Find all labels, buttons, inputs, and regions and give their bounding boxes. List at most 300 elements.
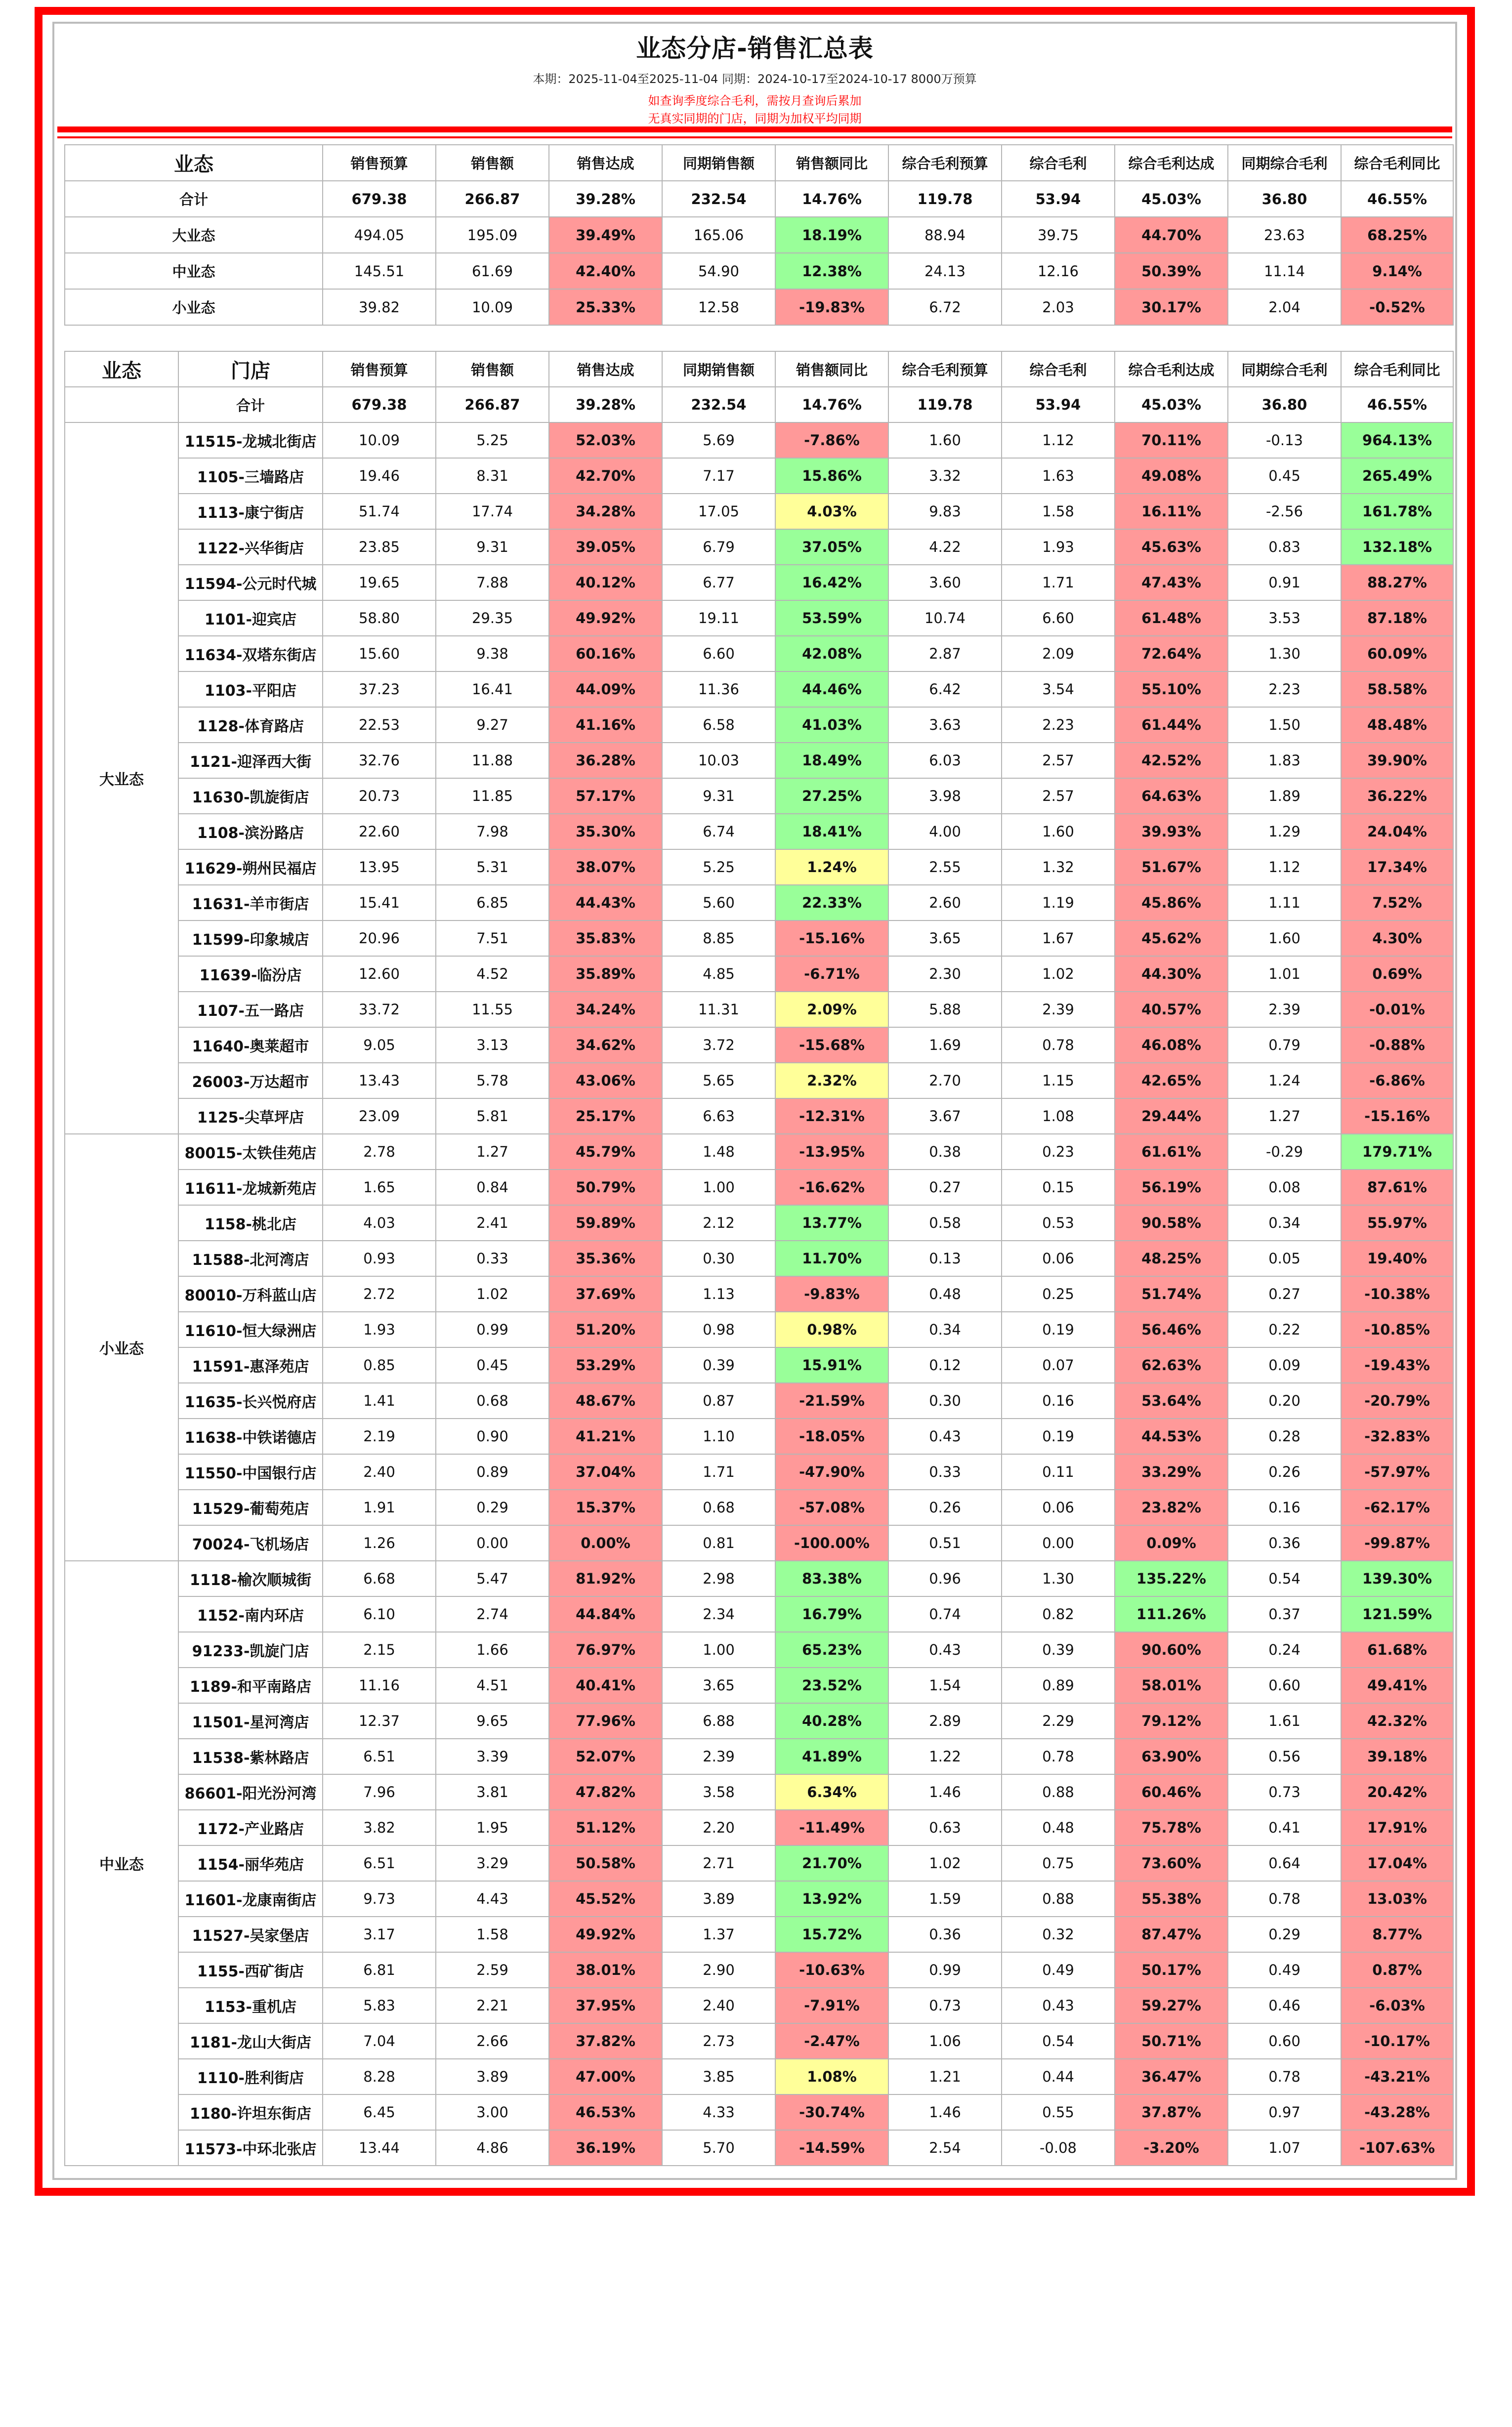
cell-5: 5.88 — [888, 992, 1002, 1027]
store-name: 11630-凯旋街店 — [178, 778, 323, 814]
cell-6: 0.07 — [1002, 1347, 1115, 1383]
cell-1: 5.78 — [436, 1063, 549, 1098]
cell-5: 0.27 — [888, 1170, 1002, 1205]
cell-6: 2.03 — [1002, 289, 1115, 325]
cell-2: 52.03% — [549, 422, 662, 458]
store-name: 11610-恒大绿洲店 — [178, 1312, 323, 1347]
cell-8: 0.28 — [1228, 1419, 1341, 1454]
cell-0: 1.93 — [323, 1312, 436, 1347]
cell-3: 2.98 — [662, 1561, 775, 1596]
cell-8: 0.79 — [1228, 1027, 1341, 1063]
store-row — [65, 1383, 1453, 1419]
store-name: 11527-吴家堡店 — [178, 1917, 323, 1952]
cell-4: -7.91% — [775, 1988, 888, 2023]
column-header: 销售额同比 — [775, 351, 888, 387]
cell-7: 53.64% — [1115, 1383, 1228, 1419]
cell-6: 1.67 — [1002, 921, 1115, 956]
cell-3: 165.06 — [662, 217, 775, 253]
column-header: 综合毛利预算 — [888, 145, 1002, 181]
cell-1: 5.81 — [436, 1098, 549, 1134]
cell-7: 37.87% — [1115, 2094, 1228, 2130]
store-row — [65, 2059, 1453, 2094]
cell-1: 4.51 — [436, 1668, 549, 1703]
cell-9: 20.42% — [1341, 1774, 1453, 1810]
cell-8: 1.12 — [1228, 849, 1341, 885]
cell-2: 59.89% — [549, 1205, 662, 1241]
cell-6: 0.15 — [1002, 1170, 1115, 1205]
cell-5: 4.22 — [888, 529, 1002, 565]
cell-6: 1.63 — [1002, 458, 1115, 494]
cell-0: 679.38 — [323, 387, 436, 422]
column-header: 销售预算 — [323, 351, 436, 387]
store-name: 11529-葡萄苑店 — [178, 1490, 323, 1525]
cell-4: -21.59% — [775, 1383, 888, 1419]
store-row — [65, 2023, 1453, 2059]
cell-8: 1.50 — [1228, 707, 1341, 743]
cell-2: 34.62% — [549, 1027, 662, 1063]
store-row — [65, 992, 1453, 1027]
cell-1: 9.31 — [436, 529, 549, 565]
cell-8: 36.80 — [1228, 387, 1341, 422]
cell-3: 4.33 — [662, 2094, 775, 2130]
cell-9: -10.85% — [1341, 1312, 1453, 1347]
cell-9: 61.68% — [1341, 1632, 1453, 1668]
store-name: 91233-凯旋门店 — [178, 1632, 323, 1668]
cell-7: 44.70% — [1115, 217, 1228, 253]
store-name: 1103-平阳店 — [178, 671, 323, 707]
store-name: 11635-长兴悦府店 — [178, 1383, 323, 1419]
store-name: 11591-惠泽苑店 — [178, 1347, 323, 1383]
cell-9: 132.18% — [1341, 529, 1453, 565]
store-name: 1172-产业路店 — [178, 1810, 323, 1845]
cell-2: 44.84% — [549, 1596, 662, 1632]
cell-4: 1.24% — [775, 849, 888, 885]
store-name: 11601-龙康南街店 — [178, 1881, 323, 1917]
cell-5: 1.46 — [888, 2094, 1002, 2130]
detail-total-row — [65, 387, 1453, 422]
cell-7: 45.03% — [1115, 181, 1228, 217]
cell-2: 50.58% — [549, 1845, 662, 1881]
cell-3: 9.31 — [662, 778, 775, 814]
cell-1: 4.86 — [436, 2130, 549, 2166]
cell-8: 0.78 — [1228, 1881, 1341, 1917]
cell-2: 48.67% — [549, 1383, 662, 1419]
summary-total-row — [65, 181, 1453, 217]
cell-2: 42.40% — [549, 253, 662, 289]
cell-3: 5.60 — [662, 885, 775, 921]
store-row — [65, 885, 1453, 921]
cell-1: 7.88 — [436, 565, 549, 600]
cell-9: -0.01% — [1341, 992, 1453, 1027]
store-row — [65, 2130, 1453, 2166]
store-name: 1122-兴华街店 — [178, 529, 323, 565]
cell-3: 2.20 — [662, 1810, 775, 1845]
cell-5: 3.60 — [888, 565, 1002, 600]
detail-header-category: 业态 — [65, 351, 178, 387]
cell-4: 13.92% — [775, 1881, 888, 1917]
cell-9: -107.63% — [1341, 2130, 1453, 2166]
cell-0: 6.51 — [323, 1845, 436, 1881]
cell-9: 19.40% — [1341, 1241, 1453, 1276]
cell-1: 3.00 — [436, 2094, 549, 2130]
store-row — [65, 1988, 1453, 2023]
cell-7: 46.08% — [1115, 1027, 1228, 1063]
cell-4: 65.23% — [775, 1632, 888, 1668]
column-header: 综合毛利预算 — [888, 351, 1002, 387]
store-name: 80015-太铁佳苑店 — [178, 1134, 323, 1170]
cell-6: 0.00 — [1002, 1525, 1115, 1561]
cell-8: 0.36 — [1228, 1525, 1341, 1561]
cell-0: 1.26 — [323, 1525, 436, 1561]
cell-5: 9.83 — [888, 494, 1002, 529]
store-row — [65, 565, 1453, 600]
cell-3: 1.37 — [662, 1917, 775, 1952]
cell-2: 50.79% — [549, 1170, 662, 1205]
cell-8: 0.26 — [1228, 1454, 1341, 1490]
cell-7: 29.44% — [1115, 1098, 1228, 1134]
cell-6: 0.54 — [1002, 2023, 1115, 2059]
cell-0: 12.60 — [323, 956, 436, 992]
cell-8: 0.78 — [1228, 2059, 1341, 2094]
cell-7: 61.44% — [1115, 707, 1228, 743]
column-header: 销售额同比 — [775, 145, 888, 181]
cell-3: 0.30 — [662, 1241, 775, 1276]
cell-3: 1.71 — [662, 1454, 775, 1490]
cell-4: -7.86% — [775, 422, 888, 458]
cell-7: 135.22% — [1115, 1561, 1228, 1596]
cell-8: 0.56 — [1228, 1739, 1341, 1774]
cell-0: 4.03 — [323, 1205, 436, 1241]
cell-0: 679.38 — [323, 181, 436, 217]
cell-7: 60.46% — [1115, 1774, 1228, 1810]
cell-0: 13.44 — [323, 2130, 436, 2166]
cell-1: 3.39 — [436, 1739, 549, 1774]
cell-5: 0.96 — [888, 1561, 1002, 1596]
cell-3: 6.79 — [662, 529, 775, 565]
cell-0: 1.41 — [323, 1383, 436, 1419]
cell-3: 54.90 — [662, 253, 775, 289]
cell-9: -43.28% — [1341, 2094, 1453, 2130]
cell-3: 3.85 — [662, 2059, 775, 2094]
cell-4: 15.86% — [775, 458, 888, 494]
cell-7: -3.20% — [1115, 2130, 1228, 2166]
cell-6: 2.23 — [1002, 707, 1115, 743]
cell-3: 2.40 — [662, 1988, 775, 2023]
store-name: 80010-万科蓝山店 — [178, 1276, 323, 1312]
cell-7: 40.57% — [1115, 992, 1228, 1027]
cell-1: 0.00 — [436, 1525, 549, 1561]
cell-2: 45.52% — [549, 1881, 662, 1917]
cell-3: 3.58 — [662, 1774, 775, 1810]
store-row — [65, 1098, 1453, 1134]
cell-4: 4.03% — [775, 494, 888, 529]
store-name: 11501-星河湾店 — [178, 1703, 323, 1739]
cell-0: 6.45 — [323, 2094, 436, 2130]
store-name: 1181-龙山大街店 — [178, 2023, 323, 2059]
store-name: 26003-万达超市 — [178, 1063, 323, 1098]
cell-5: 0.12 — [888, 1347, 1002, 1383]
cell-5: 0.13 — [888, 1241, 1002, 1276]
cell-1: 9.38 — [436, 636, 549, 671]
cell-9: 121.59% — [1341, 1596, 1453, 1632]
cell-4: -19.83% — [775, 289, 888, 325]
cell-6: 2.39 — [1002, 992, 1115, 1027]
cell-6: 0.06 — [1002, 1241, 1115, 1276]
cell-2: 36.28% — [549, 743, 662, 778]
cell-1: 1.66 — [436, 1632, 549, 1668]
cell-5: 0.48 — [888, 1276, 1002, 1312]
cell-2: 38.07% — [549, 849, 662, 885]
cell-4: 41.03% — [775, 707, 888, 743]
cell-5: 2.60 — [888, 885, 1002, 921]
cell-0: 1.65 — [323, 1170, 436, 1205]
cell-0: 10.09 — [323, 422, 436, 458]
cell-3: 1.10 — [662, 1419, 775, 1454]
store-row — [65, 849, 1453, 885]
cell-8: -0.13 — [1228, 422, 1341, 458]
store-name: 1101-迎宾店 — [178, 600, 323, 636]
store-name: 11611-龙城新苑店 — [178, 1170, 323, 1205]
cell-6: 0.55 — [1002, 2094, 1115, 2130]
store-name: 1180-许坦东街店 — [178, 2094, 323, 2130]
store-name: 1125-尖草坪店 — [178, 1098, 323, 1134]
store-row — [65, 2094, 1453, 2130]
store-row — [65, 1490, 1453, 1525]
cell-6: 0.88 — [1002, 1881, 1115, 1917]
cell-7: 16.11% — [1115, 494, 1228, 529]
store-name: 1107-五一路店 — [178, 992, 323, 1027]
cell-7: 79.12% — [1115, 1703, 1228, 1739]
cell-3: 5.65 — [662, 1063, 775, 1098]
cell-7: 30.17% — [1115, 289, 1228, 325]
cell-9: -43.21% — [1341, 2059, 1453, 2094]
cell-7: 51.74% — [1115, 1276, 1228, 1312]
store-row — [65, 1774, 1453, 1810]
cell-9: 55.97% — [1341, 1205, 1453, 1241]
cell-9: 39.18% — [1341, 1739, 1453, 1774]
cell-7: 75.78% — [1115, 1810, 1228, 1845]
cell-8: 1.30 — [1228, 636, 1341, 671]
cell-0: 5.83 — [323, 1988, 436, 2023]
cell-3: 17.05 — [662, 494, 775, 529]
cell-0: 7.96 — [323, 1774, 436, 1810]
cell-9: 42.32% — [1341, 1703, 1453, 1739]
cell-9: -15.16% — [1341, 1098, 1453, 1134]
store-name: 11629-朔州民福店 — [178, 849, 323, 885]
cell-0: 23.09 — [323, 1098, 436, 1134]
cell-7: 47.43% — [1115, 565, 1228, 600]
cell-5: 1.22 — [888, 1739, 1002, 1774]
cell-1: 2.66 — [436, 2023, 549, 2059]
store-row — [65, 814, 1453, 849]
cell-4: -15.16% — [775, 921, 888, 956]
column-header: 销售预算 — [323, 145, 436, 181]
cell-2: 42.70% — [549, 458, 662, 494]
store-name: 11638-中铁诺德店 — [178, 1419, 323, 1454]
cell-8: 1.01 — [1228, 956, 1341, 992]
cell-0: 23.85 — [323, 529, 436, 565]
store-name: 1152-南内环店 — [178, 1596, 323, 1632]
cell-0: 37.23 — [323, 671, 436, 707]
cell-0: 6.81 — [323, 1952, 436, 1988]
cell-8: -0.29 — [1228, 1134, 1341, 1170]
cell-5: 0.99 — [888, 1952, 1002, 1988]
cell-5: 3.65 — [888, 921, 1002, 956]
cell-4: 16.79% — [775, 1596, 888, 1632]
cell-8: 0.46 — [1228, 1988, 1341, 2023]
cell-5: 2.54 — [888, 2130, 1002, 2166]
cell-3: 0.68 — [662, 1490, 775, 1525]
cell-4: 37.05% — [775, 529, 888, 565]
cell-0: 6.10 — [323, 1596, 436, 1632]
cell-5: 3.32 — [888, 458, 1002, 494]
cell-0: 145.51 — [323, 253, 436, 289]
cell-3: 0.81 — [662, 1525, 775, 1561]
cell-1: 7.51 — [436, 921, 549, 956]
cell-4: -6.71% — [775, 956, 888, 992]
cell-9: 9.14% — [1341, 253, 1453, 289]
cell-6: 0.48 — [1002, 1810, 1115, 1845]
cell-2: 15.37% — [549, 1490, 662, 1525]
store-row — [65, 1810, 1453, 1845]
summary-row-label: 小业态 — [65, 289, 323, 325]
store-row — [65, 743, 1453, 778]
cell-1: 266.87 — [436, 181, 549, 217]
column-header: 同期综合毛利 — [1228, 145, 1341, 181]
cell-1: 3.13 — [436, 1027, 549, 1063]
cell-6: 0.23 — [1002, 1134, 1115, 1170]
cell-5: 2.89 — [888, 1703, 1002, 1739]
cell-3: 6.58 — [662, 707, 775, 743]
cell-5: 119.78 — [888, 387, 1002, 422]
summary-row-label: 合计 — [65, 181, 323, 217]
cell-1: 1.02 — [436, 1276, 549, 1312]
cell-5: 2.70 — [888, 1063, 1002, 1098]
cell-5: 24.13 — [888, 253, 1002, 289]
cell-6: 0.88 — [1002, 1774, 1115, 1810]
cell-1: 6.85 — [436, 885, 549, 921]
cell-6: 1.93 — [1002, 529, 1115, 565]
store-name: 86601-阳光汾河湾 — [178, 1774, 323, 1810]
cell-5: 0.34 — [888, 1312, 1002, 1347]
cell-8: 1.60 — [1228, 921, 1341, 956]
cell-4: 16.42% — [775, 565, 888, 600]
cell-5: 1.60 — [888, 422, 1002, 458]
report-period: 本期：2025-11-04至2025-11-04 同期：2024-10-17至2024-10-17 8000万预算 — [533, 72, 977, 86]
cell-7: 62.63% — [1115, 1347, 1228, 1383]
store-name: 1110-胜利街店 — [178, 2059, 323, 2094]
cell-7: 58.01% — [1115, 1668, 1228, 1703]
cell-8: 1.11 — [1228, 885, 1341, 921]
cell-4: 18.41% — [775, 814, 888, 849]
cell-4: 18.19% — [775, 217, 888, 253]
cell-3: 2.73 — [662, 2023, 775, 2059]
summary-row-label: 中业态 — [65, 253, 323, 289]
cell-1: 0.45 — [436, 1347, 549, 1383]
cell-8: 1.07 — [1228, 2130, 1341, 2166]
cell-2: 37.95% — [549, 1988, 662, 2023]
cell-1: 3.81 — [436, 1774, 549, 1810]
cell-7: 70.11% — [1115, 422, 1228, 458]
store-row — [65, 1419, 1453, 1454]
store-row — [65, 1739, 1453, 1774]
store-row — [65, 600, 1453, 636]
cell-6: 53.94 — [1002, 181, 1115, 217]
store-row — [65, 778, 1453, 814]
cell-1: 4.43 — [436, 1881, 549, 1917]
cell-5: 88.94 — [888, 217, 1002, 253]
cell-9: -19.43% — [1341, 1347, 1453, 1383]
cell-9: 139.30% — [1341, 1561, 1453, 1596]
cell-2: 51.12% — [549, 1810, 662, 1845]
divider — [57, 126, 1452, 132]
cell-1: 266.87 — [436, 387, 549, 422]
cell-0: 22.60 — [323, 814, 436, 849]
cell-3: 232.54 — [662, 181, 775, 217]
cell-5: 3.98 — [888, 778, 1002, 814]
store-row — [65, 1632, 1453, 1668]
cell-9: 17.34% — [1341, 849, 1453, 885]
cell-1: 0.33 — [436, 1241, 549, 1276]
cell-1: 29.35 — [436, 600, 549, 636]
cell-6: 0.11 — [1002, 1454, 1115, 1490]
cell-7: 51.67% — [1115, 849, 1228, 885]
cell-4: 27.25% — [775, 778, 888, 814]
store-name: 70024-飞机场店 — [178, 1525, 323, 1561]
cell-0: 1.91 — [323, 1490, 436, 1525]
cell-5: 1.02 — [888, 1845, 1002, 1881]
cell-8: 0.08 — [1228, 1170, 1341, 1205]
cell-2: 38.01% — [549, 1952, 662, 1988]
cell-0: 32.76 — [323, 743, 436, 778]
cell-2: 77.96% — [549, 1703, 662, 1739]
report-note: 如查询季度综合毛利，需按月查询后累加 — [648, 94, 862, 108]
cell-8: 0.54 — [1228, 1561, 1341, 1596]
cell-7: 50.17% — [1115, 1952, 1228, 1988]
cell-2: 81.92% — [549, 1561, 662, 1596]
cell-1: 17.74 — [436, 494, 549, 529]
cell-3: 10.03 — [662, 743, 775, 778]
cell-8: 0.91 — [1228, 565, 1341, 600]
cell-9: 36.22% — [1341, 778, 1453, 814]
report-note: 无真实同期的门店，同期为加权平均同期 — [648, 112, 862, 126]
store-name: 1108-滨汾路店 — [178, 814, 323, 849]
cell-4: 14.76% — [775, 181, 888, 217]
cell-9: 39.90% — [1341, 743, 1453, 778]
cell-2: 47.82% — [549, 1774, 662, 1810]
cell-0: 20.96 — [323, 921, 436, 956]
cell-3: 1.13 — [662, 1276, 775, 1312]
cell-8: 0.97 — [1228, 2094, 1341, 2130]
cell-9: 17.91% — [1341, 1810, 1453, 1845]
cell-5: 0.43 — [888, 1419, 1002, 1454]
cell-6: 0.75 — [1002, 1845, 1115, 1881]
cell-2: 45.79% — [549, 1134, 662, 1170]
cell-2: 37.82% — [549, 2023, 662, 2059]
cell-4: -13.95% — [775, 1134, 888, 1170]
cell-3: 2.39 — [662, 1739, 775, 1774]
cell-7: 45.63% — [1115, 529, 1228, 565]
store-name: 11599-印象城店 — [178, 921, 323, 956]
store-name: 11639-临汾店 — [178, 956, 323, 992]
cell-2: 49.92% — [549, 1917, 662, 1952]
cell-2: 41.16% — [549, 707, 662, 743]
cell-0: 6.51 — [323, 1739, 436, 1774]
store-name: 11550-中国银行店 — [178, 1454, 323, 1490]
cell-9: 964.13% — [1341, 422, 1453, 458]
cell-9: 68.25% — [1341, 217, 1453, 253]
cell-0: 3.17 — [323, 1917, 436, 1952]
